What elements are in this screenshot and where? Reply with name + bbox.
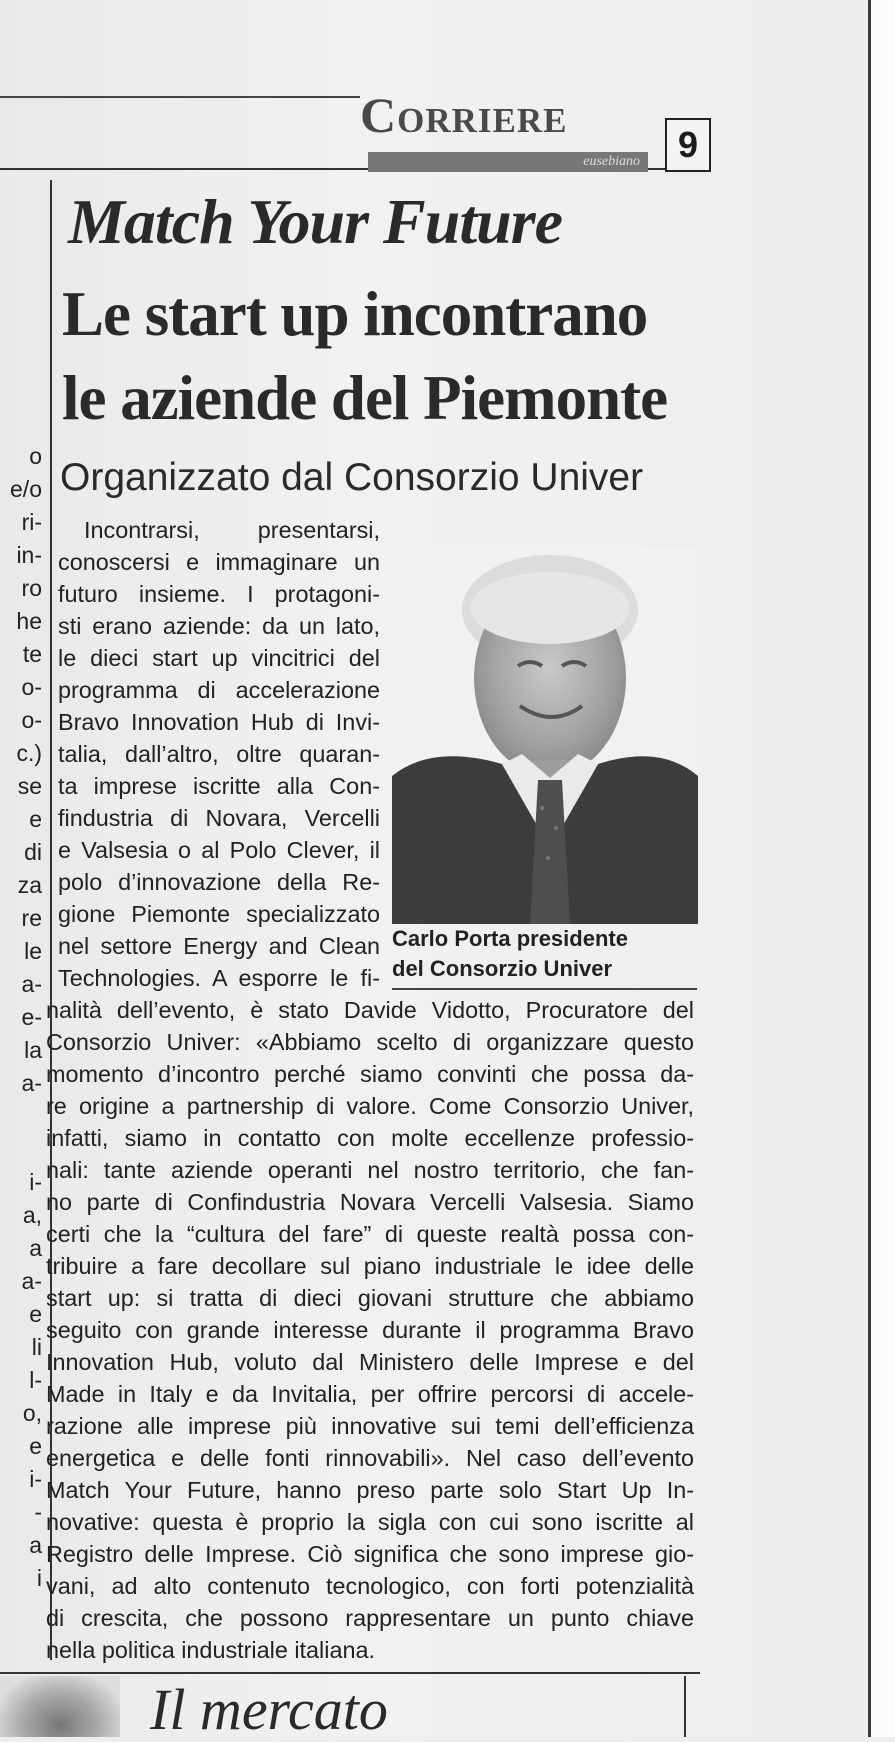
body-line: le dieci start up vincitrici del — [58, 645, 380, 671]
article-body-wide — [46, 994, 694, 1666]
left-column-fragment: a- — [21, 971, 42, 997]
left-column-fragment: li — [31, 1334, 42, 1360]
headline-line: le aziende del Piemonte — [62, 363, 668, 433]
footer-rule — [0, 1672, 700, 1674]
left-column-fragment: c.) — [16, 740, 42, 766]
body-line: sti erano aziende: da un lato, — [58, 613, 380, 639]
left-column-fragment: o- — [21, 674, 42, 700]
left-column-fragment: e — [29, 1301, 42, 1327]
article-headline — [62, 272, 667, 440]
caption-rule — [392, 988, 697, 990]
body-line: talia, dall’altro, oltre quaran- — [58, 741, 380, 767]
body-line: ta imprese iscritte alla Con- — [58, 773, 380, 799]
body-line: findustria di Novara, Vercelli — [58, 805, 380, 831]
left-column-fragment: a- — [21, 1268, 42, 1294]
body-line: start up: si tratta di dieci giovani strutture che abbiamo — [46, 1285, 694, 1311]
body-line: no parte di Confindustria Novara Vercelli Valsesia. Siamo — [46, 1189, 694, 1215]
left-column-fragment: se — [17, 773, 42, 799]
body-line: futuro insieme. I protagoni- — [58, 581, 380, 607]
portrait-illustration — [392, 548, 698, 924]
left-column-fragment: i- — [29, 1169, 42, 1195]
next-article-divider — [684, 1676, 686, 1737]
article-subhead: Organizzato dal Consorzio Univer — [60, 456, 644, 499]
body-line: infatti, siamo in contatto con molte eccellenze professio- — [46, 1125, 694, 1151]
left-column-fragment: e- — [21, 1004, 42, 1030]
body-line: gione Piemonte specializzato — [58, 901, 380, 927]
portrait-photo — [392, 548, 698, 924]
body-line: polo d’innovazione della Re- — [58, 869, 380, 895]
body-line: seguito con grande interesse durante il programma Bravo — [46, 1317, 694, 1343]
left-column-fragment: a, — [22, 1202, 42, 1228]
body-line: Registro delle Imprese. Ciò significa che sono imprese gio- — [46, 1541, 694, 1567]
left-column-fragment: l- — [29, 1367, 42, 1393]
body-line: momento d’incontro perché siamo convinti che possa da- — [46, 1061, 694, 1087]
left-column-fragment: i — [36, 1565, 42, 1591]
masthead — [360, 86, 650, 176]
body-line: Consorzio Univer: «Abbiamo scelto di organizzare questo — [46, 1029, 694, 1055]
left-column-fragment: o, — [22, 1400, 42, 1426]
left-column-fragment: e — [29, 1433, 42, 1459]
body-line: re origine a partnership di valore. Come Consorzio Univer, — [46, 1093, 694, 1119]
body-line: certi che la “cultura del fare” di queste realtà possa con- — [46, 1221, 694, 1247]
body-line: conoscersi e immaginare un — [58, 549, 380, 575]
left-column-fragment: - — [34, 1499, 42, 1525]
body-line: nella politica industriale italiana. — [46, 1637, 375, 1663]
headline-line: Le start up incontrano — [62, 279, 648, 349]
body-line: Technologies. A esporre le fi- — [58, 965, 380, 991]
left-column-fragment: ri- — [21, 509, 42, 535]
masthead-subtitle: eusebiano — [368, 152, 648, 172]
masthead-title: Corriere — [360, 87, 568, 143]
photo-caption — [392, 924, 702, 984]
left-column-fragment: le — [24, 938, 42, 964]
body-line: novative: questa è proprio la sigla con cui sono iscritte al — [46, 1509, 694, 1535]
left-column-fragment: re — [21, 905, 42, 931]
body-line: nalità dell’evento, è stato Davide Vidotto, Procuratore del — [46, 997, 694, 1023]
left-column-fragment — [0, 1133, 46, 1166]
left-column-fragment: i- — [29, 1466, 42, 1492]
left-column-fragments — [0, 440, 46, 1595]
caption-line: del Consorzio Univer — [392, 956, 613, 981]
body-line: e Valsesia o al Polo Clever, il — [58, 837, 380, 863]
body-line: Incontrarsi, presentarsi, — [84, 517, 380, 543]
body-line: di crescita, che possono rappresentare un punto chiave — [46, 1605, 694, 1631]
left-column-fragment: o — [29, 443, 42, 469]
body-line: Match Your Future, hanno preso parte solo Start Up In- — [46, 1477, 694, 1503]
page-right-edge — [868, 0, 895, 1737]
left-column-fragment: a- — [21, 1070, 42, 1096]
body-line: Made in Italy e da Invitalia, per offrire percorsi di accele- — [46, 1381, 694, 1407]
body-line: Bravo Innovation Hub di Invi- — [58, 709, 380, 735]
next-article-headline: Il mercato — [150, 1677, 388, 1742]
body-line: Innovation Hub, voluto dal Ministero delle Imprese e del — [46, 1349, 694, 1375]
next-article-image — [0, 1676, 120, 1737]
body-line: razione alle imprese più innovative sui temi dell’efficienza — [46, 1413, 694, 1439]
left-column-fragment: e/o — [10, 476, 42, 502]
body-line: nali: tante aziende operanti nel nostro territorio, che fan- — [46, 1157, 694, 1183]
body-line: nel settore Energy and Clean — [58, 933, 380, 959]
left-column-fragment: ro — [21, 575, 42, 601]
left-column-fragment — [0, 1100, 46, 1133]
left-column-fragment: te — [22, 641, 42, 667]
body-line: programma di accelerazione — [58, 677, 380, 703]
left-column-fragment: za — [17, 872, 42, 898]
article-body-narrow — [58, 514, 380, 994]
article-kicker: Match Your Future — [68, 186, 562, 257]
left-column-fragment: a — [29, 1532, 42, 1558]
caption-line: Carlo Porta presidente — [392, 926, 628, 951]
left-column-fragment: la — [24, 1037, 42, 1063]
body-line: tribuire a fare decollare sul piano industriale le idee delle — [46, 1253, 694, 1279]
body-line: energetica e delle fonti rinnovabili». Nel caso dell’evento — [46, 1445, 694, 1471]
left-column-fragment: a — [29, 1235, 42, 1261]
page-number: 9 — [665, 118, 711, 172]
left-column-fragment: in- — [16, 542, 42, 568]
header-rule-left — [0, 96, 360, 98]
left-column-fragment: he — [16, 608, 42, 634]
body-line: vani, ad alto contenuto tecnologico, con forti potenzialità — [46, 1573, 694, 1599]
left-column-fragment: e — [29, 806, 42, 832]
left-column-fragment: o- — [21, 707, 42, 733]
left-column-fragment: di — [24, 839, 42, 865]
